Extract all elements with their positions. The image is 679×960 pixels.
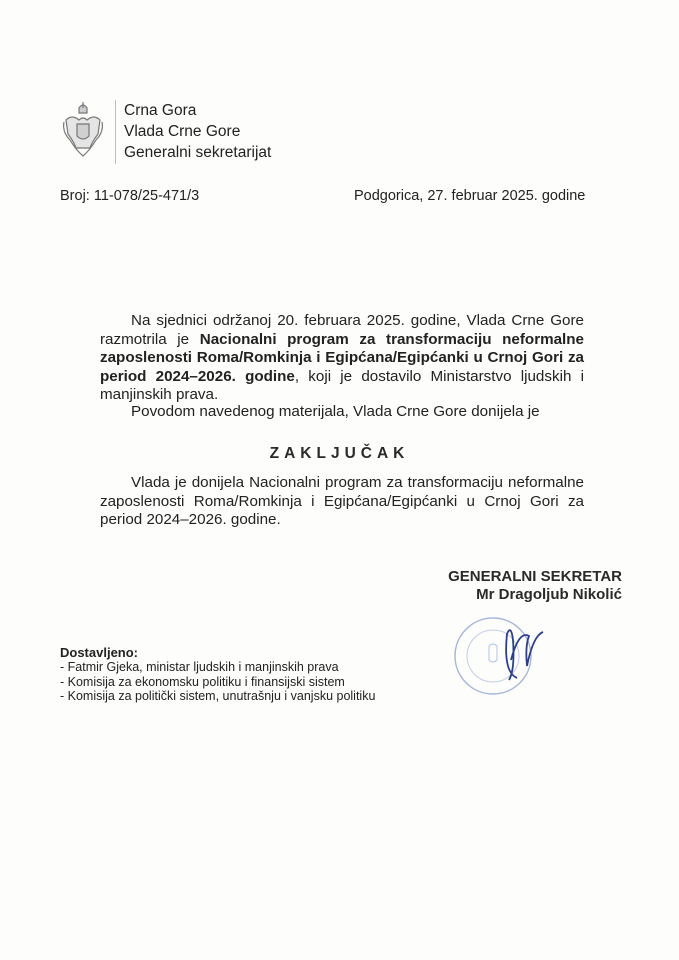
official-stamp-icon — [445, 610, 565, 700]
distribution-list — [60, 646, 375, 703]
session-paragraph: Na sjednici održanoj 20. februara 2025. godine, Vlada Crne Gore razmotrila je Nacionalni program za transformaciju neformalne zaposlenosti Roma/Romkinja i Egipćana/Egipćanki u Crnoj Gori za period 2024–2026. godine, koji je dostavilo Ministarstvo ljudskih i manjinskih prava. — [100, 312, 584, 404]
header-divider — [115, 100, 116, 164]
coat-of-arms-icon — [62, 100, 104, 160]
letterhead — [124, 100, 271, 163]
conclusion-heading: ZAKLJUČAK — [269, 445, 410, 462]
distribution-title: Dostavljeno: — [60, 645, 139, 660]
list-item: - Komisija za ekonomsku politiku i finansijski sistem — [60, 674, 345, 689]
conclusion-paragraph: Vlada je donijela Nacionalni program za transformaciju neformalne zaposlenosti Roma/Romkinja i Egipćana/Egipćanki u Crnoj Gori za period 2024–2026. godine. — [100, 474, 584, 529]
signatory-name: Mr Dragoljub Nikolić — [476, 586, 622, 603]
signature-block — [388, 568, 622, 604]
list-item: - Fatmir Gjeka, ministar ljudskih i manjinskih prava — [60, 660, 339, 675]
signatory-title: GENERALNI SEKRETAR — [448, 568, 622, 585]
decision-intro: Povodom navedenog materijala, Vlada Crne Gore donijela je — [131, 403, 540, 420]
program-title: Nacionalni program za transformaciju neformalne zaposlenosti Roma/Romkinja i Egipćana/Egipćanki u Crnoj Gori za period 2024–2026. godine — [100, 330, 584, 385]
reference-number: Broj: 11-078/25-471/3 — [60, 188, 200, 204]
place-and-date: Podgorica, 27. februar 2025. godine — [354, 188, 586, 204]
list-item: - Komisija za politički sistem, unutrašnju i vanjsku politiku — [60, 688, 376, 703]
government-name: Vlada Crne Gore — [124, 123, 241, 140]
country-name: Crna Gora — [124, 102, 197, 119]
office-name: Generalni sekretarijat — [124, 144, 272, 161]
